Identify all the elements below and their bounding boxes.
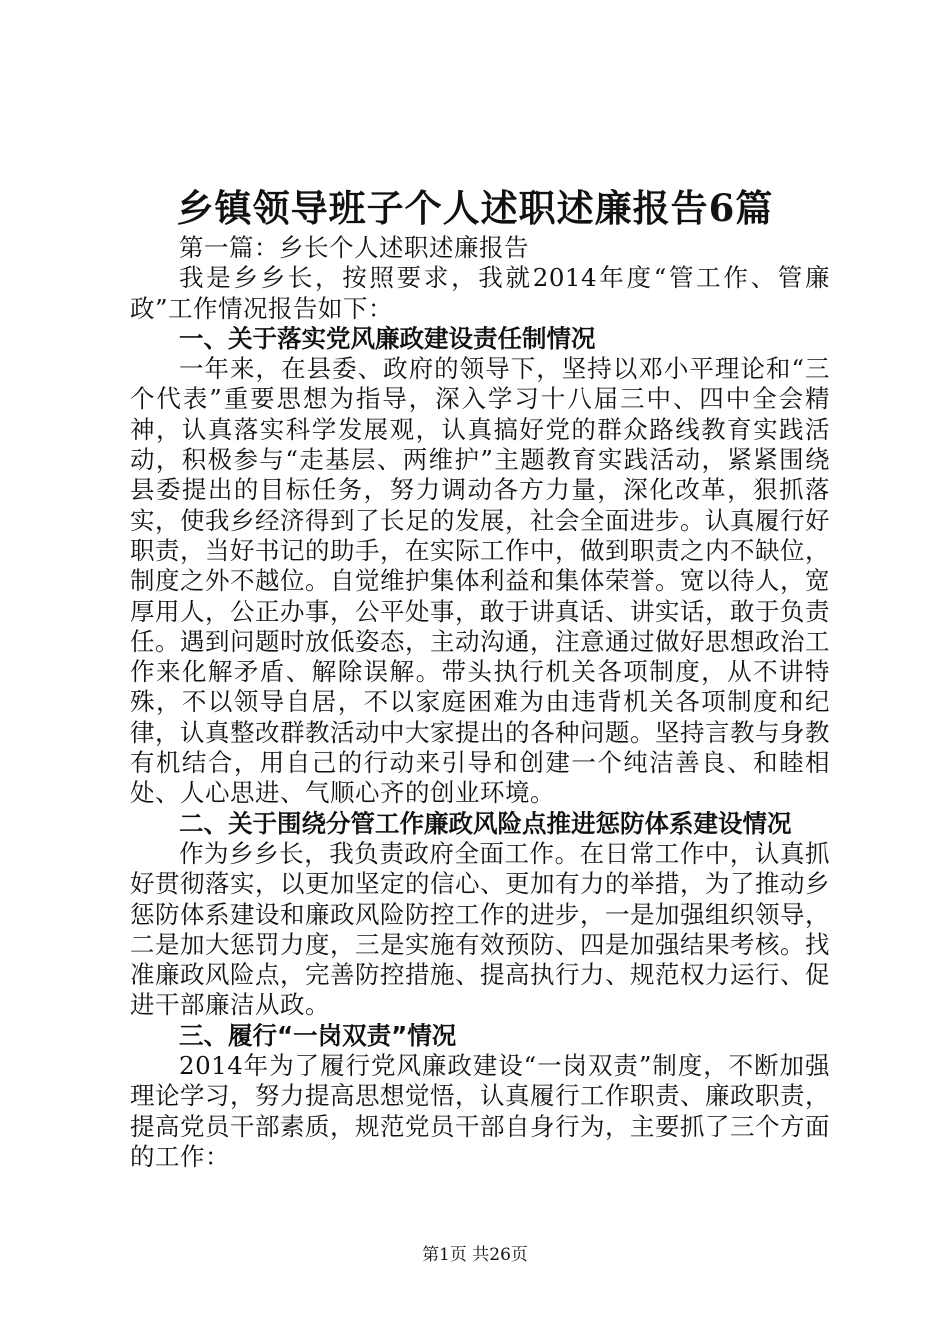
paragraph: 一年来，在县委、政府的领导下，坚持以邓小平理论和“三个代表”重要思想为指导，深入学习十八届三中、四中全会精神，认真落实科学发展观，认真搞好党的群众路线教育实践活动，积极参与“走基层、两维护”主题教育实践活动，紧紧围绕县委提出的目标任务，努力调动各方力量，深化改革，狠抓落实，使我乡经济得到了长足的发展，社会全面进步。认真履行好职责，当好书记的助手，在实际工作中，做到职责之内不缺位，制度之外不越位。自觉维护集体利益和集体荣誉。宽以待人，宽厚用人，公正办事，公平处事，敢于讲真话、讲实话，敢于负责任。遇到问题时放低姿态，主动沟通，注意通过做好思想政治工作来化解矛盾、解除误解。带头执行机关各项制度，从不讲特殊，不以领导自居，不以家庭困难为由违背机关各项制度和纪律，认真整改群教活动中大家提出的各种问题。坚持言教与身教有机结合，用自己的行动来引导和创建一个纯洁善良、和睦相处、人心思进、气顺心齐的创业环境。 [130,354,830,808]
paragraph: 2014年为了履行党风廉政建设“一岗双责”制度，不断加强理论学习，努力提高思想觉悟，认真履行工作职责、廉政职责，提高党员干部素质，规范党员干部自身行为，主要抓了三个方面的工作： [130,1051,830,1171]
section-heading: 一、关于落实党风廉政建设责任制情况 [179,323,596,353]
paragraph: 作为乡乡长，我负责政府全面工作。在日常工作中，认真抓好贯彻落实，以更加坚定的信心、更加有力的举措，为了推动乡惩防体系建设和廉政风险防控工作的进步，一是加强组织领导，二是加大惩罚力度，三是实施有效预防、四是加强结果考核。找准廉政风险点，完善防控措施、提高执行力、规范权力运行、促进干部廉洁从政。 [130,838,830,1020]
document-title: 乡镇领导班子个人述职述廉报告6篇 [176,186,774,230]
section-heading: 二、关于围绕分管工作廉政风险点推进惩防体系建设情况 [179,808,792,838]
paragraph: 我是乡乡长，按照要求，我就2014年度“管工作、管廉政”工作情况报告如下： [130,263,830,323]
page-number-footer: 第1页 共26页 [422,1245,528,1265]
document-body [130,233,830,1172]
paragraph: 第一篇：乡长个人述职述廉报告 [179,233,529,262]
section-heading: 三、履行“一岗双责”情况 [179,1020,457,1050]
